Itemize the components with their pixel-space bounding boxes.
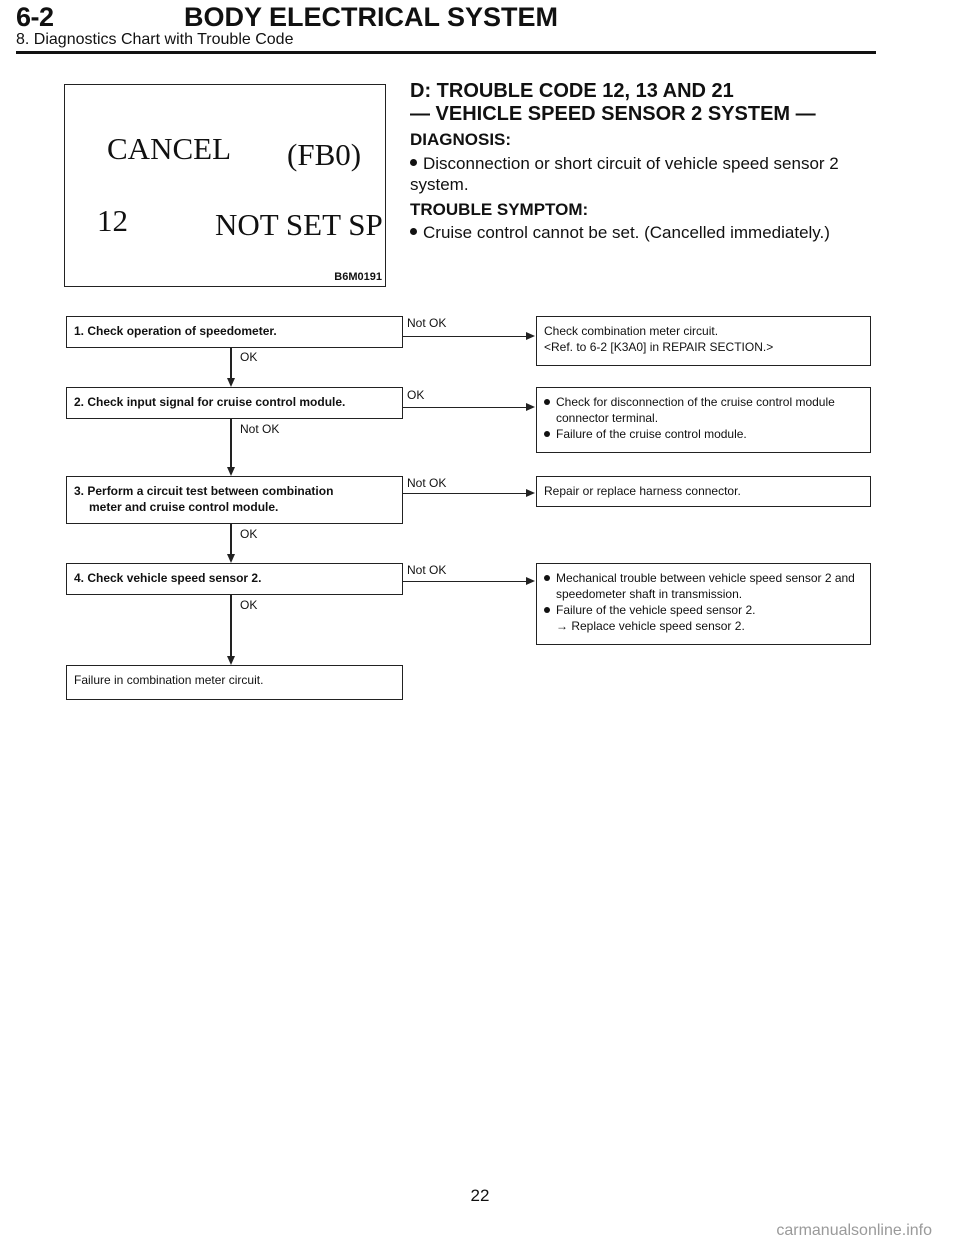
flow-step-4 bbox=[66, 563, 403, 595]
watermark: carmanualsonline.info bbox=[776, 1222, 932, 1239]
display-code-text: 12 bbox=[97, 203, 128, 238]
flow-connector bbox=[230, 595, 232, 656]
arrow-right-icon bbox=[526, 577, 535, 585]
flow-result-4-list bbox=[544, 570, 863, 618]
flow-final-text: Failure in combination meter circuit. bbox=[74, 673, 264, 687]
flow-step-4-down-label: OK bbox=[240, 598, 258, 612]
flow-step-1-down-label: OK bbox=[240, 350, 258, 364]
flow-result-1-line: <Ref. to 6-2 [K3A0] in REPAIR SECTION.> bbox=[544, 340, 774, 354]
flow-result-4-extra: → Replace vehicle speed sensor 2. bbox=[556, 619, 745, 633]
arrow-right-icon bbox=[526, 489, 535, 497]
display-mode-text: (FB0) bbox=[287, 137, 362, 172]
arrow-right-icon bbox=[526, 403, 535, 411]
flow-step-2 bbox=[66, 387, 403, 419]
flow-step-2-text: 2. Check input signal for cruise control module. bbox=[74, 395, 346, 409]
flow-result-1-line: Check combination meter circuit. bbox=[544, 324, 719, 338]
flow-result-4 bbox=[536, 563, 871, 645]
figure-id: B6M0191 bbox=[334, 271, 382, 283]
flow-step-4-text: 4. Check vehicle speed sensor 2. bbox=[74, 571, 262, 585]
diagnosis-item bbox=[410, 153, 880, 195]
flow-result-2-item: Failure of the cruise control module. bbox=[544, 426, 863, 442]
flow-connector bbox=[403, 407, 527, 408]
flow-result-4-item: Failure of the vehicle speed sensor 2. bbox=[544, 602, 863, 618]
arrow-down-icon bbox=[227, 656, 235, 665]
arrow-down-icon bbox=[227, 554, 235, 563]
diagnosis-text: Disconnection or short circuit of vehicle speed sensor 2 system. bbox=[410, 154, 839, 194]
flow-step-2-down-label: Not OK bbox=[240, 422, 280, 436]
flow-step-1 bbox=[66, 316, 403, 348]
flow-step-3 bbox=[66, 476, 403, 524]
header-rule bbox=[16, 51, 876, 54]
section-number: 6-2 bbox=[16, 2, 54, 32]
flow-step-3-down-label: OK bbox=[240, 527, 258, 541]
flow-result-3-line: Repair or replace harness connector. bbox=[544, 484, 741, 498]
flow-result-4-item: Mechanical trouble between vehicle speed sensor 2 and speedometer shaft in transmission. bbox=[544, 570, 863, 602]
flow-step-3-side-label: Not OK bbox=[407, 476, 447, 490]
flow-result-2-item: Check for disconnection of the cruise control module connector terminal. bbox=[544, 394, 863, 426]
symptom-item bbox=[410, 222, 880, 243]
flow-result-1 bbox=[536, 316, 871, 366]
flow-connector bbox=[403, 336, 527, 337]
section-subtitle: — VEHICLE SPEED SENSOR 2 SYSTEM — bbox=[410, 103, 816, 125]
bullet-icon bbox=[410, 159, 417, 166]
display-cancel-text: CANCEL bbox=[107, 131, 231, 166]
flow-step-3-text-cont: meter and cruise control module. bbox=[89, 500, 279, 514]
flow-result-2-list bbox=[544, 394, 863, 442]
flow-result-3 bbox=[536, 476, 871, 507]
arrow-down-icon bbox=[227, 378, 235, 387]
symptom-text: Cruise control cannot be set. (Cancelled immediately.) bbox=[423, 223, 830, 242]
page-title: BODY ELECTRICAL SYSTEM bbox=[184, 2, 559, 32]
display-figure bbox=[64, 84, 386, 287]
flow-connector bbox=[403, 493, 527, 494]
flow-connector bbox=[230, 419, 232, 467]
flow-step-2-side-label: OK bbox=[407, 388, 425, 402]
section-title: D: TROUBLE CODE 12, 13 AND 21 bbox=[410, 80, 734, 102]
flow-step-4-side-label: Not OK bbox=[407, 563, 447, 577]
flow-result-2 bbox=[536, 387, 871, 453]
bullet-icon bbox=[410, 228, 417, 235]
flow-step-3-text: 3. Perform a circuit test between combination bbox=[74, 484, 334, 498]
page-number: 22 bbox=[470, 1186, 490, 1205]
arrow-right-icon bbox=[526, 332, 535, 340]
symptom-label: TROUBLE SYMPTOM: bbox=[410, 200, 589, 219]
page-subtitle: 8. Diagnostics Chart with Trouble Code bbox=[16, 31, 294, 48]
arrow-down-icon bbox=[227, 467, 235, 476]
diagnosis-label: DIAGNOSIS: bbox=[410, 130, 512, 149]
display-status-text: NOT SET SP bbox=[215, 207, 383, 242]
flow-connector bbox=[230, 524, 232, 554]
flow-step-1-text: 1. Check operation of speedometer. bbox=[74, 324, 277, 338]
flow-final-result bbox=[66, 665, 403, 700]
flow-connector bbox=[230, 348, 232, 378]
flow-step-1-side-label: Not OK bbox=[407, 316, 447, 330]
flow-connector bbox=[403, 581, 527, 582]
